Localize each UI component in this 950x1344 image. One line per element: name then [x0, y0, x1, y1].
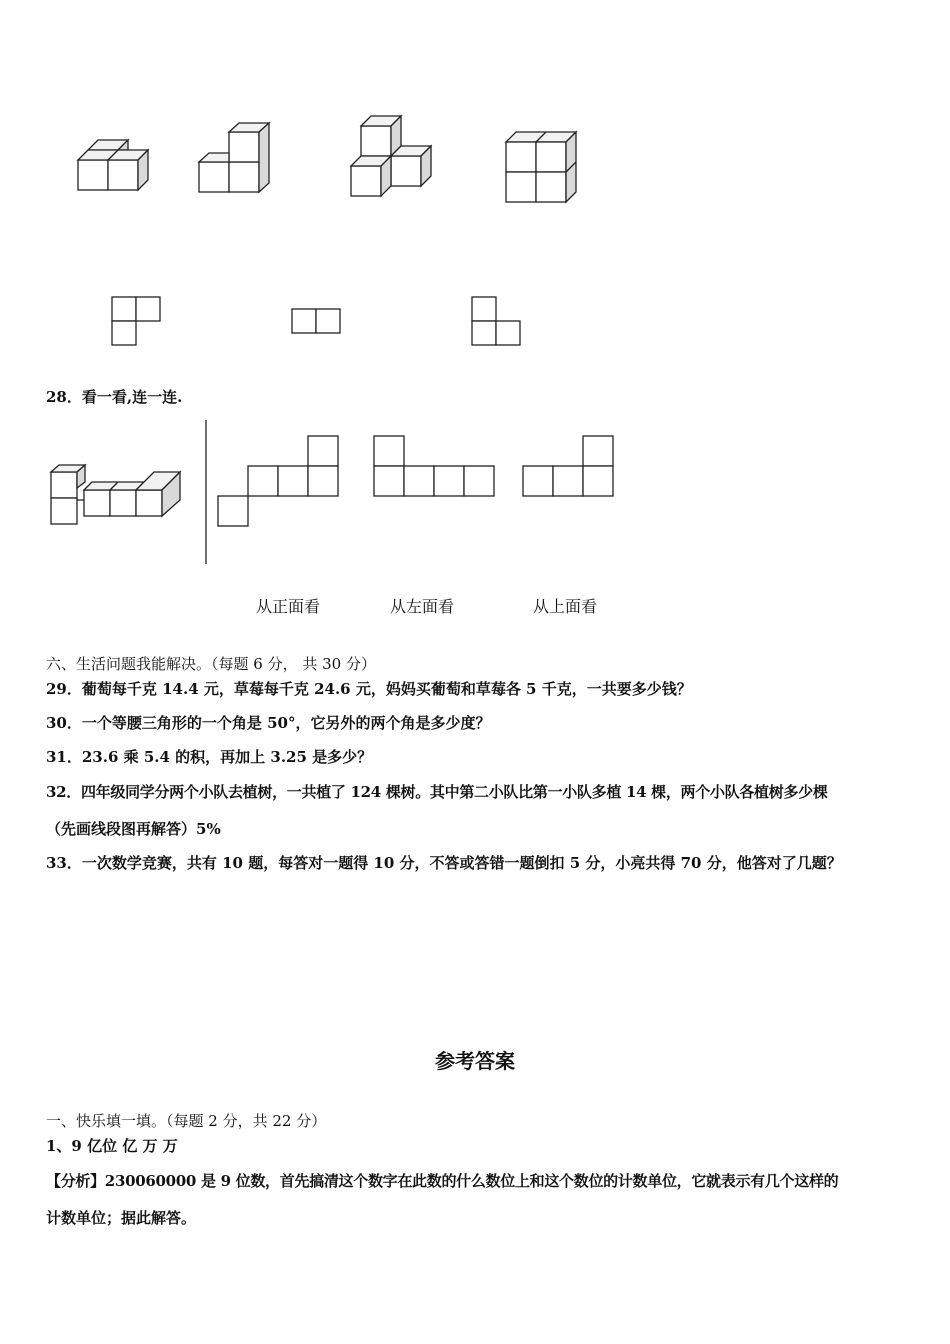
question-32-continued: （先画线段图再解答）5% [46, 820, 221, 838]
answers-title: 参考答案 [435, 1049, 515, 1073]
solid-figure-1 [78, 140, 148, 190]
question-29: 29．葡萄每千克 14.4 元，草莓每千克 24.6 元，妈妈买葡萄和草莓各 5 千克，一共要多少钱？ [46, 680, 692, 698]
question-31: 31．23.6 乘 5.4 的积，再加上 3.25 是多少？ [46, 748, 373, 766]
question-33: 33．一次数学竞赛，共有 10 题，每答对一题得 10 分，不答或答错一题倒扣 5 分，小亮共得 70 分，他答对了几题？ [46, 854, 842, 872]
figures-canvas [0, 0, 950, 600]
solid-figure-4 [506, 132, 576, 202]
question-32: 32．四年级同学分两个小队去植树，一共植了 124 棵树。其中第二小队比第一小队多植 14 棵，两个小队各植树多少棵 [46, 783, 828, 801]
answer-1: 1、9 亿位 亿 万 万 [46, 1137, 178, 1155]
q28-solid-figure [51, 465, 180, 524]
plan-view-3 [472, 297, 520, 345]
question-28: 28．看一看,连一连. [46, 388, 183, 406]
view-shape-1 [218, 436, 338, 526]
analysis-line-2: 计数单位；据此解答。 [46, 1209, 197, 1227]
plan-view-1 [112, 297, 160, 345]
view-label-front: 从正面看 [256, 597, 321, 616]
view-shape-2 [374, 436, 494, 496]
view-label-left: 从左面看 [390, 597, 455, 616]
view-shape-3 [523, 436, 613, 496]
plan-view-2 [292, 309, 340, 333]
solid-figure-2 [199, 123, 269, 192]
view-label-top: 从上面看 [533, 597, 598, 616]
question-30: 30．一个等腰三角形的一个角是 50°，它另外的两个角是多少度？ [46, 714, 491, 732]
answers-section-1-heading: 一、快乐填一填。（每题 2 分，共 22 分） [46, 1112, 327, 1130]
solid-figure-3 [351, 116, 431, 196]
analysis-line-1: 【分析】230060000 是 9 位数，首先搞清这个数字在此数的什么数位上和这个数位的计数单位，它就表示有几个这样的 [46, 1172, 839, 1190]
section-6-heading: 六、生活问题我能解决。（每题 6 分， 共 30 分） [46, 655, 376, 673]
